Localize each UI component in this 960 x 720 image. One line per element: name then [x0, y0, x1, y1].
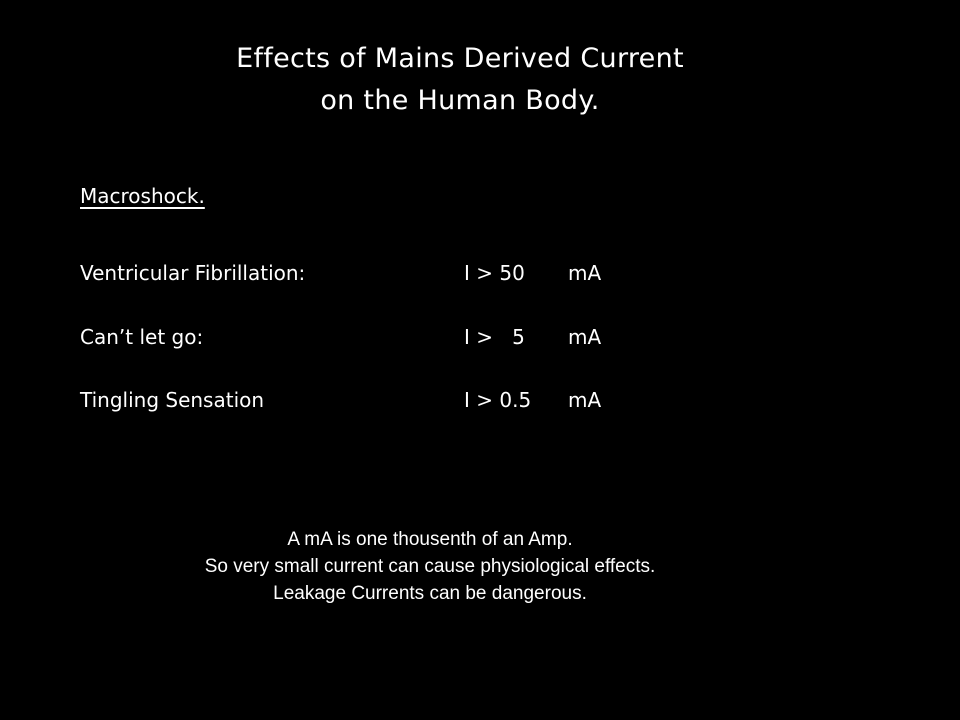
slide-title [0, 38, 920, 122]
section-heading: Macroshock. [80, 184, 205, 208]
current-threshold: I > 0.5 [464, 388, 532, 412]
current-unit: mA [568, 261, 602, 285]
explanatory-note [0, 526, 860, 607]
current-unit: mA [568, 388, 602, 412]
title-line-1: Effects of Mains Derived Current [236, 43, 684, 74]
note-line-2: So very small current can cause physiological effects. [204, 556, 656, 577]
current-threshold: I > 5 [464, 325, 525, 349]
effect-label: Tingling Sensation [80, 388, 265, 412]
effect-label: Can’t let go: [80, 325, 204, 349]
effect-label: Ventricular Fibrillation: [80, 261, 306, 285]
note-line-1: A mA is one thousenth of an Amp. [287, 529, 573, 550]
note-line-3: Leakage Currents can be dangerous. [273, 583, 587, 604]
current-unit: mA [568, 325, 602, 349]
title-line-2: on the Human Body. [320, 85, 600, 116]
current-threshold: I > 50 [464, 261, 525, 285]
